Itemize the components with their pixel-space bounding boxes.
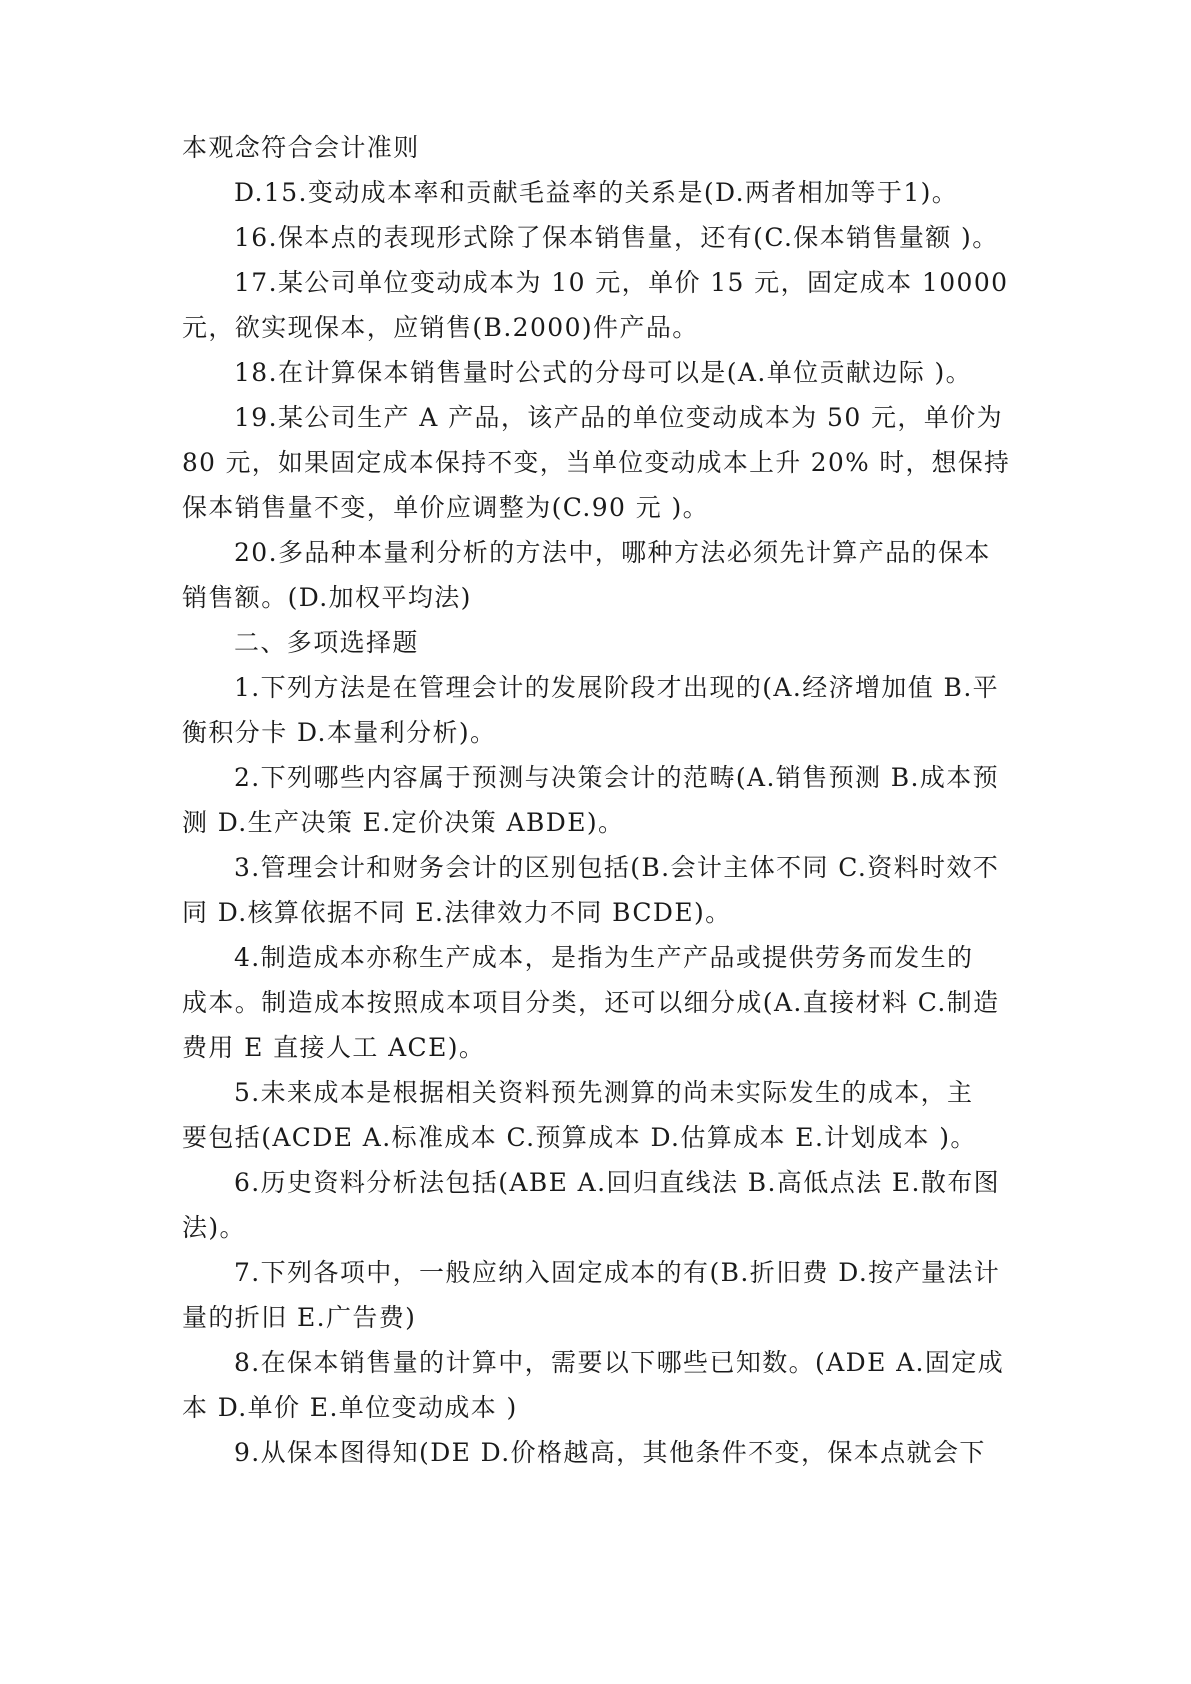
text-line: 测 D.生产决策 E.定价决策 ABDE)。 bbox=[182, 808, 625, 837]
text-line: 9.从保本图得知(DE D.价格越高，其他条件不变，保本点就会下 bbox=[234, 1438, 986, 1467]
text-line: 本观念符合会计准则 bbox=[182, 133, 420, 162]
text-line: 17.某公司单位变动成本为 10 元，单价 15 元，固定成本 10000 bbox=[234, 268, 1009, 297]
text-line: 成本。制造成本按照成本项目分类，还可以细分成(A.直接材料 C.制造 bbox=[182, 988, 1000, 1017]
text-line: 衡积分卡 D.本量利分析)。 bbox=[182, 718, 497, 747]
text-line: 4.制造成本亦称生产成本，是指为生产产品或提供劳务而发生的 bbox=[234, 943, 974, 972]
text-line: 元，欲实现保本，应销售(B.2000)件产品。 bbox=[182, 313, 699, 342]
text-line: 费用 E 直接人工 ACE)。 bbox=[182, 1033, 486, 1062]
text-line: 80 元，如果固定成本保持不变，当单位变动成本上升 20% 时，想保持 bbox=[182, 448, 1011, 477]
text-line: 销售额。(D.加权平均法) bbox=[182, 583, 472, 612]
text-line: 18.在计算保本销售量时公式的分母可以是(A.单位贡献边际 )。 bbox=[234, 358, 973, 387]
text-line: 16.保本点的表现形式除了保本销售量，还有(C.保本销售量额 )。 bbox=[234, 223, 999, 252]
section-heading: 二、多项选择题 bbox=[234, 628, 419, 657]
text-line: 7.下列各项中，一般应纳入固定成本的有(B.折旧费 D.按产量法计 bbox=[234, 1258, 1001, 1287]
text-line: 同 D.核算依据不同 E.法律效力不同 BCDE)。 bbox=[182, 898, 732, 927]
text-line: 1.下列方法是在管理会计的发展阶段才出现的(A.经济增加值 B.平 bbox=[234, 673, 1000, 702]
text-line: 8.在保本销售量的计算中，需要以下哪些已知数。(ADE A.固定成 bbox=[234, 1348, 1005, 1377]
text-line: 19.某公司生产 A 产品，该产品的单位变动成本为 50 元，单价为 bbox=[234, 403, 1004, 432]
text-line: 量的折旧 E.广告费) bbox=[182, 1303, 417, 1332]
text-line: D.15.变动成本率和贡献毛益率的关系是(D.两者相加等于1)。 bbox=[234, 178, 959, 207]
text-line: 本 D.单价 E.单位变动成本 ) bbox=[182, 1393, 518, 1422]
text-line: 3.管理会计和财务会计的区别包括(B.会计主体不同 C.资料时效不 bbox=[234, 853, 1000, 882]
text-line: 2.下列哪些内容属于预测与决策会计的范畴(A.销售预测 B.成本预 bbox=[234, 763, 1000, 792]
text-line: 6.历史资料分析法包括(ABE A.回归直线法 B.高低点法 E.散布图 bbox=[234, 1168, 1001, 1197]
text-line: 保本销售量不变，单价应调整为(C.90 元 )。 bbox=[182, 493, 709, 522]
text-line: 要包括(ACDE A.标准成本 C.预算成本 D.估算成本 E.计划成本 )。 bbox=[182, 1123, 977, 1152]
text-line: 20.多品种本量利分析的方法中，哪种方法必须先计算产品的保本 bbox=[234, 538, 991, 567]
text-line: 法)。 bbox=[182, 1213, 246, 1242]
text-line: 5.未来成本是根据相关资料预先测算的尚未实际发生的成本，主 bbox=[234, 1078, 974, 1107]
